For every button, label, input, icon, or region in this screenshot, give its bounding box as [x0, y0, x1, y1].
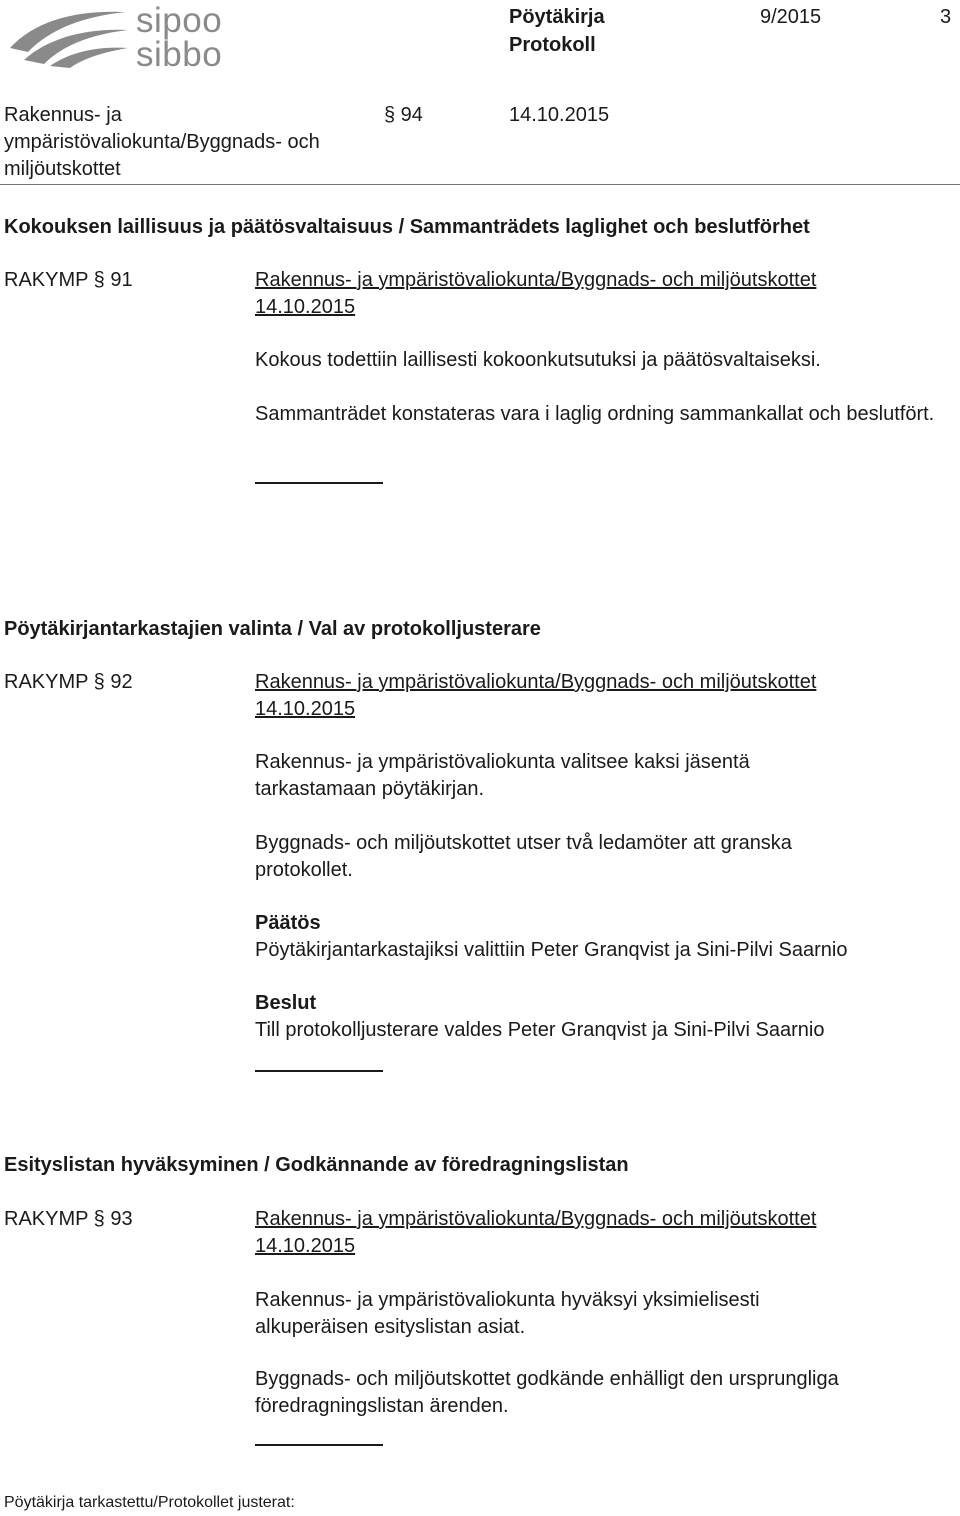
header-divider: [0, 184, 960, 185]
sipoo-logo: [6, 1, 256, 74]
section-92-decision-fi: Pöytäkirjantarkastajiksi valittiin Peter Granqvist ja Sini-Pilvi Saarnio: [255, 939, 848, 961]
protocol-number: 9/2015: [760, 6, 822, 28]
header-committee-line-2: ympäristövaliokunta/Byggnads- och: [4, 131, 320, 153]
section-92-decision-sv-label: Beslut: [255, 992, 317, 1014]
logo-line-1: sipoo: [136, 1, 223, 40]
section-92-paragraph-fi: Rakennus- ja ympäristövaliokunta valitsee kaksi jäsentä tarkastamaan pöytäkirjan.: [255, 751, 750, 800]
section-92-code: RAKYMP § 92: [4, 671, 133, 693]
section-93-date: 14.10.2015: [255, 1235, 356, 1257]
section-93-end-rule: [255, 1444, 383, 1446]
doc-type-fi: Pöytäkirja: [509, 6, 605, 28]
section-93-paragraph-fi: Rakennus- ja ympäristövaliokunta hyväksyi yksimielisesti alkuperäisen esityslistan asiat.: [255, 1289, 760, 1338]
section-92-date: 14.10.2015: [255, 698, 356, 720]
section-93-heading: Esityslistan hyväksyminen / Godkännande av föredragningslistan: [4, 1154, 629, 1176]
header-date: 14.10.2015: [509, 104, 610, 126]
section-91-code: RAKYMP § 91: [4, 269, 133, 291]
logo-swoosh-icon: [6, 4, 131, 70]
logo-wordmark: [136, 1, 223, 74]
section-92-decision-sv: Till protokolljusterare valdes Peter Granqvist ja Sini-Pilvi Saarnio: [255, 1019, 825, 1041]
doc-type-sv: Protokoll: [509, 34, 596, 56]
section-93-code: RAKYMP § 93: [4, 1208, 133, 1230]
section-91-committee: Rakennus- ja ympäristövaliokunta/Byggnads- och miljöutskottet: [255, 269, 817, 291]
page-number: 3: [940, 6, 952, 28]
section-92-committee: Rakennus- ja ympäristövaliokunta/Byggnads- och miljöutskottet: [255, 671, 817, 693]
section-91-date: 14.10.2015: [255, 296, 356, 318]
section-92-heading: Pöytäkirjantarkastajien valinta / Val av protokolljusterare: [4, 618, 541, 640]
section-93-paragraph-sv: Byggnads- och miljöutskottet godkände enhälligt den ursprungliga föredragningslistan ärenden.: [255, 1368, 839, 1417]
section-91-end-rule: [255, 482, 383, 484]
section-92-decision-fi-label: Päätös: [255, 912, 321, 934]
header-section: § 94: [384, 104, 423, 126]
logo-line-2: sibbo: [136, 35, 223, 74]
footer-review-text: Pöytäkirja tarkastettu/Protokollet justerat:: [4, 1494, 295, 1511]
header-committee-line-1: Rakennus- ja: [4, 104, 122, 126]
section-92-paragraph-sv: Byggnads- och miljöutskottet utser två ledamöter att granska protokollet.: [255, 832, 792, 881]
section-91-heading: Kokouksen laillisuus ja päätösvaltaisuus / Sammanträdets laglighet och beslutförhet: [4, 216, 810, 238]
section-93-committee: Rakennus- ja ympäristövaliokunta/Byggnads- och miljöutskottet: [255, 1208, 817, 1230]
section-91-paragraph-sv: Sammanträdet konstateras vara i laglig ordning sammankallat och beslutfört.: [255, 403, 935, 425]
section-91-paragraph-fi: Kokous todettiin laillisesti kokoonkutsutuksi ja päätösvaltaiseksi.: [255, 349, 821, 371]
section-92-end-rule: [255, 1070, 383, 1072]
header-committee-line-3: miljöutskottet: [4, 158, 121, 180]
